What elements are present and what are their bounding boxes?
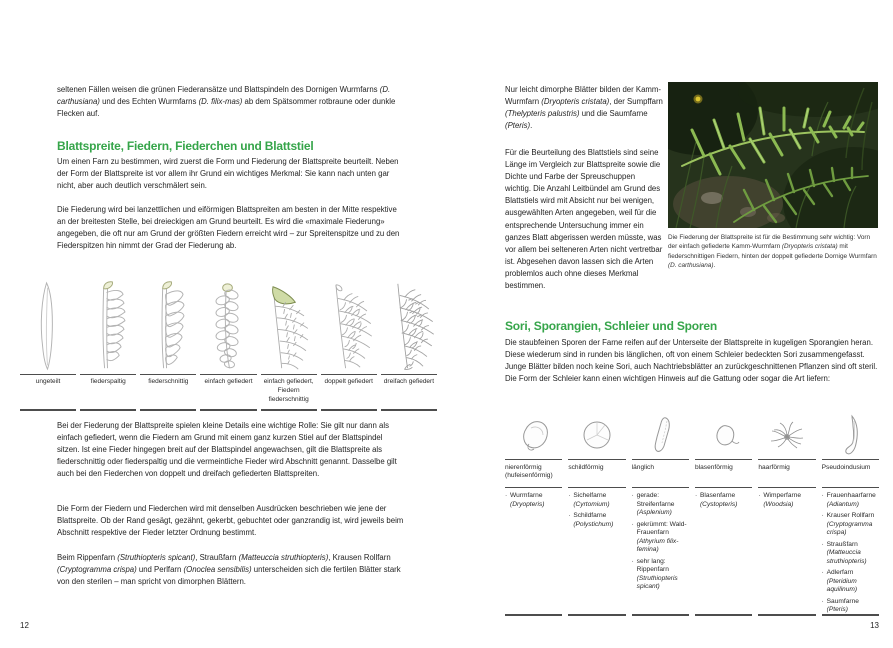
figure-column bbox=[261, 277, 317, 411]
fern-fiederspaltig-icon bbox=[80, 277, 136, 374]
bullet: · bbox=[505, 492, 508, 500]
paragraph-bestimmung: Um einen Farn zu bestimmen, wird zuerst die Form und Fiederung der Blattspreite beurteilt. Neben der Form der Blattspreite ist vor allem ihr Grund ein wichtiges Merkmal: Sie kann nach unten gar nicht, aber auch deutlich verschmälert sein. bbox=[57, 157, 399, 191]
section-heading-sori: Sori, Sporangien, Schleier und Sporen bbox=[505, 319, 717, 333]
table-rule bbox=[758, 614, 815, 615]
figure-label-doppelt-gefiedert: doppelt gefiedert bbox=[324, 378, 373, 386]
table-rule bbox=[695, 614, 752, 615]
figure-rule bbox=[261, 409, 317, 410]
list-item-text: Adlerfarn (Pteridium aquilinum) bbox=[826, 569, 858, 594]
figure-rule bbox=[80, 409, 136, 410]
sori-intro-paragraph: Die staubfeinen Sporen der Farne reifen auf der Unterseite der Blattspreite in kugeligen Sporangien heran. Diese wiederum sind in runden bis länglichen, oft von einem Schleier bedeckten Sori zusammengefasst. Junge Blätter bilden noch keine Sori, auch Nachtriebsblätter an zurückgeschnittenen Pflanzen sind oft steril. Die Form der Schleier kann einen wichtigen Hinweis auf die Gattung oder sogar die Art liefern: bbox=[505, 338, 878, 384]
list-item-text: Sichelfarne (Cyrtomium) bbox=[573, 492, 610, 508]
table-items-nierenfoermig bbox=[505, 488, 562, 614]
figure-rule bbox=[140, 409, 196, 410]
table-items-haarfoermig bbox=[758, 488, 815, 614]
table-items-pseudoindusium bbox=[822, 488, 879, 614]
table-header-schildfoermig: schildförmig bbox=[568, 463, 604, 471]
list-item-text: Saumfarne (Pteris) bbox=[826, 597, 859, 614]
figure-column bbox=[321, 277, 377, 411]
paragraph-dimorph-blaetter: Nur leicht dimorphe Blätter bilden der Kamm-Wurmfarn (Dryopteris cristata), der Sumpffarn (Thelypteris palustris) und die Saumfarne (Pteris). bbox=[505, 85, 663, 131]
page-number-left: 12 bbox=[20, 621, 29, 630]
sorus-blasenfoermig-icon bbox=[695, 409, 752, 459]
bullet: · bbox=[758, 492, 761, 500]
figure-rule bbox=[20, 409, 76, 410]
sorus-laenglich-icon bbox=[632, 409, 689, 459]
sorus-pseudoindusium-icon bbox=[822, 409, 879, 459]
figure-column bbox=[80, 277, 136, 411]
list-item-text: Blasenfarne (Cystopteris) bbox=[699, 492, 738, 508]
fern-dreifach-gefiedert-icon bbox=[381, 277, 437, 374]
list-item-text: Schildfarne (Polystichum) bbox=[573, 512, 614, 528]
table-column-schildfoermig bbox=[568, 409, 625, 616]
bullet: · bbox=[821, 540, 824, 548]
sorus-nierenfoermig-icon bbox=[505, 409, 562, 459]
figure-label-ungeteilt: ungeteilt bbox=[35, 378, 61, 386]
list-item bbox=[632, 521, 689, 555]
bullet: · bbox=[631, 492, 634, 500]
fern-einfach-gefiedert-icon bbox=[200, 277, 256, 374]
figure-rule bbox=[321, 409, 377, 410]
list-item bbox=[822, 492, 879, 509]
bullet: · bbox=[631, 520, 634, 528]
list-item-text: gekrümmt: Wald-Frauenfarn (Athyrium filix-femina) bbox=[636, 520, 687, 554]
list-item-text: Straußfarn (Matteuccia struthiopteris) bbox=[826, 540, 867, 565]
paragraph-blattstiel: Für die Beurteilung des Blattstiels sind seine Länge im Vergleich zur Blattspreite sowie die Dichte und Farbe der Spreuschuppen wichtig. Die Anzahl Leitbündel am Grund des Blattstiels wird mit Absicht nur bei wenigen, ausgewählten Arten angegeben, weil für die entsprechende Untersuchung immer ein ganzes Blatt abgerissen werden müsste, was vor allem bei selteneren Arten nicht vertretbar ist. Abgesehen davon lassen sich die Arten problemlos auch ohne dieses Merkmal bestimmen. bbox=[505, 148, 663, 291]
figure-label-einfach-gefiedert-fiederschnittig: einfach gefiedert, Fiedern fiederschnittig bbox=[263, 378, 314, 403]
figure-rule bbox=[200, 409, 256, 410]
figure-label-einfach-gefiedert: einfach gefiedert bbox=[204, 378, 253, 386]
paragraph-dimorphe-arten: Beim Rippenfarn (Struthiopteris spicant), Straußfarn (Matteuccia struthiopteris), Krausen Rollfarn (Cryptogramma crispa) und Perlfarn (Onoclea sensibilis) unterscheiden sich die fertilen Blätter stark von den sterilen – man spricht von dimorphen Blättern. bbox=[57, 553, 401, 587]
figure-column bbox=[20, 277, 76, 411]
table-column-blasenfoermig bbox=[695, 409, 752, 616]
table-items-laenglich bbox=[632, 488, 689, 614]
list-item-text: sehr lang: Rippenfarn (Struthiopteris spicant) bbox=[636, 557, 678, 591]
list-item bbox=[822, 541, 879, 567]
page-number-right: 13 bbox=[870, 621, 879, 630]
list-item bbox=[822, 512, 879, 538]
intro-paragraph: seltenen Fällen weisen die grünen Fiederansätze und Blattspindeln des Dornigen Wurmfarns (D. carthusiana) und des Echten Wurmfarns (D. filix-mas) ab dem Spätsommer rotbraune oder dunkle Flecken auf. bbox=[57, 85, 396, 119]
bullet: · bbox=[568, 512, 571, 520]
table-column-nierenfoermig bbox=[505, 409, 562, 616]
fern-photo bbox=[668, 82, 878, 228]
fern-fiederschnittig-icon bbox=[140, 277, 196, 374]
figure-column bbox=[140, 277, 196, 411]
section-heading-blattspreite: Blattspreite, Fiedern, Fiederchen und Blattstiel bbox=[57, 139, 314, 153]
figure-label-dreifach-gefiedert: dreifach gefiedert bbox=[383, 378, 435, 386]
table-rule bbox=[568, 614, 625, 615]
table-column-haarfoermig bbox=[758, 409, 815, 616]
table-header-haarfoermig: haarförmig bbox=[758, 463, 790, 471]
list-item-text: Wimperfarne (Woodsia) bbox=[763, 492, 802, 508]
list-item bbox=[632, 492, 689, 518]
fern-doppelt-gefiedert-icon bbox=[321, 277, 377, 374]
table-rule bbox=[632, 614, 689, 615]
table-rule bbox=[505, 614, 562, 615]
paragraph-details: Bei der Fiederung der Blattspreite spielen kleine Details eine wichtige Rolle: Sie gilt nur dann als einfach gefiedert, wenn die Fiedern am Grund mit einem ganz kurzen Stiel auf der Blattspindel sitzen. Ist eine Fieder hingegen breit auf der Blattspindel angewachsen, gilt die Blattspreite als fiederschnittig oder fiederspaltig und die vermeintliche Fieder wird Abschnitt genannt. Dasselbe gilt auch bei den Fiederchen von doppelt und dreifach gefiederten Blattspreiten. bbox=[57, 421, 397, 479]
list-item bbox=[822, 598, 879, 615]
pinnation-figure bbox=[20, 277, 437, 411]
table-header-laenglich: länglich bbox=[631, 463, 655, 471]
figure-rule bbox=[381, 409, 437, 410]
list-item-text: Frauenhaarfarne (Adiantum) bbox=[826, 492, 876, 508]
bullet: · bbox=[821, 492, 824, 500]
paragraph-fiederung: Die Fiederung wird bei lanzettlichen und eiförmigen Blattspreiten am besten in der Mitte respektive an der breitesten Stelle, bei dreieckigen am Grund beurteilt. Es wird die «maximale Fiederung» angegeben, die oft nur am Grund der größten Fiedern erreicht wird – zur Spreitenspitze und zu den Fiederspitzen hin nimmt der Grad der Fiederung ab. bbox=[57, 205, 400, 251]
table-header-pseudoindusium: Pseudoindusium bbox=[821, 463, 871, 471]
table-items-blasenfoermig bbox=[695, 488, 752, 614]
list-item bbox=[632, 558, 689, 592]
sorus-schildfoermig-icon bbox=[568, 409, 625, 459]
table-column-laenglich bbox=[632, 409, 689, 616]
sori-table bbox=[505, 409, 879, 616]
list-item bbox=[822, 569, 879, 595]
photo-caption: Die Fiederung der Blattspreite ist für die Bestimmung sehr wichtig: Vorn der einfach gefiederte Kamm-Wurmfarn (Dryopteris cristata) mit fiederschnittigen Fiedern, hinten der doppelt gefiederte Dornige Wurmfarn (D. carthusiana). bbox=[668, 234, 877, 269]
list-item-text: gerade: Streifenfarne (Asplenium) bbox=[636, 492, 675, 517]
bullet: · bbox=[568, 492, 571, 500]
list-item-text: Krauser Rollfarn (Cryptogramma crispa) bbox=[826, 512, 875, 537]
bullet: · bbox=[631, 557, 634, 565]
list-item-text: Wurmfarne (Dryopteris) bbox=[510, 492, 545, 508]
list-item bbox=[568, 492, 625, 509]
figure-label-fiederschnittig: fiederschnittig bbox=[148, 378, 189, 386]
bullet: · bbox=[694, 492, 698, 500]
table-header-nierenfoermig: nierenförmig (hufeisenförmig) bbox=[505, 463, 553, 480]
table-header-blasenfoermig: blasenförmig bbox=[694, 463, 733, 471]
figure-column bbox=[381, 277, 437, 411]
figure-label-fiederspaltig: fiederspaltig bbox=[90, 378, 126, 386]
list-item bbox=[568, 512, 625, 529]
sorus-haarfoermig-icon bbox=[758, 409, 815, 459]
fern-einfach-gefiedert-fiederschnittig-icon bbox=[261, 277, 317, 374]
fern-ungeteilt-icon bbox=[20, 277, 76, 374]
bullet: · bbox=[821, 512, 824, 520]
table-column-pseudoindusium bbox=[822, 409, 879, 616]
list-item bbox=[695, 492, 752, 509]
list-item bbox=[505, 492, 562, 509]
bullet: · bbox=[821, 597, 824, 605]
paragraph-fiederform: Die Form der Fiedern und Fiederchen wird mit denselben Ausdrücken beschrieben wie jene der Blattspreite. Ob der Rand gesägt, gezähnt, gekerbt, gebuchtet oder ganzrandig ist, wird jeweils beim Abschnitt respektive der Fieder letzter Ordnung bestimmt. bbox=[57, 504, 404, 538]
bullet: · bbox=[821, 569, 824, 577]
figure-column bbox=[200, 277, 256, 411]
table-items-schildfoermig bbox=[568, 488, 625, 614]
list-item bbox=[758, 492, 815, 509]
